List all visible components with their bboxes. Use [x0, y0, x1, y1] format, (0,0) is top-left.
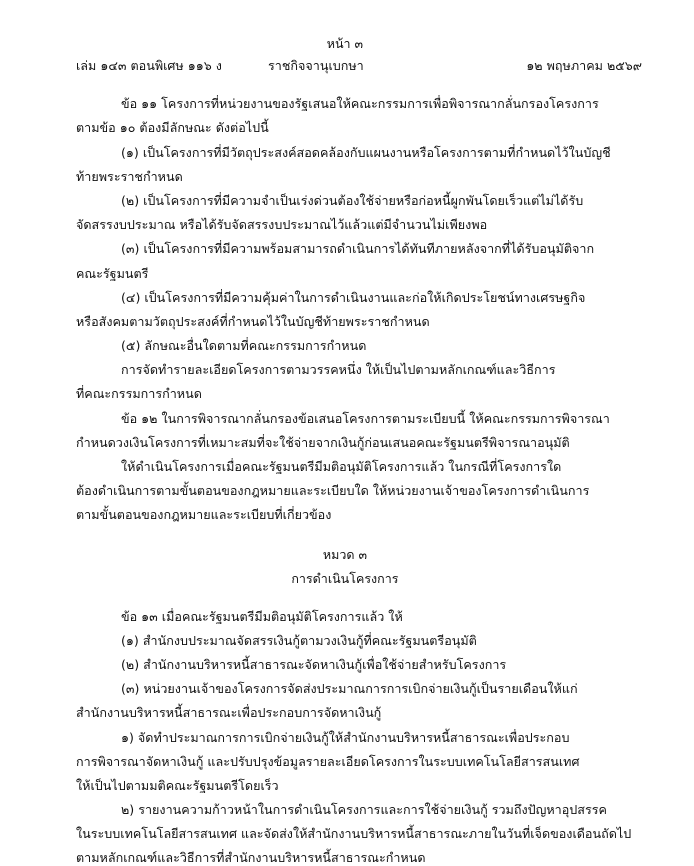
gazette-name: ราชกิจจานุเบกษา [268, 58, 364, 73]
clause-11-item-3-line-2: คณะรัฐมนตรี [76, 266, 149, 281]
clause-13-sub-1-line-1: ๑) จัดทำประมาณการการเบิกจ่ายเงินกู้ให้สำนักงานบริหารหนี้สาธารณะเพื่อประกอบ [121, 730, 570, 745]
clause-13-line-1: ข้อ ๑๓ เมื่อคณะรัฐมนตรีมีมติอนุมัติโครงการแล้ว ให้ [121, 609, 403, 624]
clause-13-sub-1-line-2: การพิจารณาจัดหาเงินกู้ และปรับปรุงข้อมูลรายละเอียดโครงการในระบบเทคโนโลยีสารสนเทศ [76, 754, 580, 769]
clause-11-line-1: ข้อ ๑๑ โครงการที่หน่วยงานของรัฐเสนอให้คณะกรรมการเพื่อพิจารณากลั่นกรองโครงการ [121, 96, 599, 111]
clause-13-item-1: (๑) สำนักงบประมาณจัดสรรเงินกู้ตามวงเงินกู้ที่คณะรัฐมนตรีอนุมัติ [121, 633, 477, 648]
clause-11-item-4-line-1: (๔) เป็นโครงการที่มีความคุ้มค่าในการดำเนินงานและก่อให้เกิดประโยชน์ทางเศรษฐกิจ [121, 290, 586, 305]
clause-13-item-3-line-2: สำนักงานบริหารหนี้สาธารณะเพื่อประกอบการจัดหาเงินกู้ [76, 705, 382, 720]
gazette-header [0, 58, 694, 74]
clause-11-item-2-line-2: จัดสรรงบประมาณ หรือได้รับจัดสรรงบประมาณไว้แล้วแต่มีจำนวนไม่เพียงพอ [76, 217, 488, 232]
clause-12-para-2-line-3: ตามขั้นตอนของกฎหมายและระเบียบที่เกี่ยวข้อง [76, 507, 332, 522]
chapter-title: การดำเนินโครงการ [291, 571, 399, 586]
clause-13-item-2: (๒) สำนักงานบริหารหนี้สาธารณะจัดหาเงินกู้เพื่อใช้จ่ายสำหรับโครงการ [121, 657, 507, 672]
volume-info: เล่ม ๑๔๓ ตอนพิเศษ ๑๑๖ ง [76, 58, 222, 73]
clause-13-item-3-line-1: (๓) หน่วยงานเจ้าของโครงการจัดส่งประมาณการการเบิกจ่ายเงินกู้เป็นรายเดือนให้แก่ [121, 681, 578, 696]
clause-11-item-5: (๕) ลักษณะอื่นใดตามที่คณะกรรมการกำหนด [121, 338, 367, 353]
clause-13-sub-2-line-1: ๒) รายงานความก้าวหน้าในการดำเนินโครงการและการใช้จ่ายเงินกู้ รวมถึงปัญหาอุปสรรค [121, 802, 607, 817]
clause-13-sub-1-line-3: ให้เป็นไปตามมติคณะรัฐมนตรีโดยเร็ว [76, 778, 279, 793]
chapter-heading: หมวด ๓ [322, 547, 368, 562]
clause-11-item-1-line-1: (๑) เป็นโครงการที่มีวัตถุประสงค์สอดคล้องกับแผนงานหรือโครงการตามที่กำหนดไว้ในบัญชี [121, 145, 611, 160]
page-number: หน้า ๓ [326, 36, 364, 51]
publication-date: ๑๒ พฤษภาคม ๒๕๖๙ [526, 58, 642, 73]
clause-12-para-2-line-1: ให้ดำเนินโครงการเมื่อคณะรัฐมนตรีมีมติอนุมัติโครงการแล้ว ในกรณีที่โครงการใด [121, 459, 562, 474]
clause-12-line-1: ข้อ ๑๒ ในการพิจารณากลั่นกรองข้อเสนอโครงการตามระเบียบนี้ ให้คณะกรรมการพิจารณา [121, 411, 610, 426]
clause-12-line-2: กำหนดวงเงินโครงการที่เหมาะสมที่จะใช้จ่ายจากเงินกู้ก่อนเสนอคณะรัฐมนตรีพิจารณาอนุมัติ [76, 435, 570, 450]
clause-13-sub-2-line-3: ตามหลักเกณฑ์และวิธีการที่สำนักงานบริหารหนี้สาธารณะกำหนด [76, 850, 426, 865]
clause-13-sub-2-line-2: ในระบบเทคโนโลยีสารสนเทศ และจัดส่งให้สำนักงานบริหารหนี้สาธารณะภายในวันที่เจ็ดของเดือนถัดไป [76, 826, 632, 841]
clause-11-item-3-line-1: (๓) เป็นโครงการที่มีความพร้อมสามารถดำเนินการได้ทันทีภายหลังจากที่ได้รับอนุมัติจาก [121, 241, 595, 256]
clause-11-para-2-line-1: การจัดทำรายละเอียดโครงการตามวรรคหนึ่ง ให้เป็นไปตามหลักเกณฑ์และวิธีการ [121, 362, 556, 377]
clause-11-para-2-line-2: ที่คณะกรรมการกำหนด [76, 386, 202, 401]
clause-11-item-2-line-1: (๒) เป็นโครงการที่มีความจำเป็นเร่งด่วนต้องใช้จ่ายหรือก่อหนี้ผูกพันโดยเร็วแต่ไม่ได้รับ [121, 193, 584, 208]
clause-12-para-2-line-2: ต้องดำเนินการตามขั้นตอนของกฎหมายและระเบียบใด ให้หน่วยงานเจ้าของโครงการดำเนินการ [76, 483, 590, 498]
clause-11-item-1-line-2: ท้ายพระราชกำหนด [76, 169, 183, 184]
clause-11-item-4-line-2: หรือสังคมตามวัตถุประสงค์ที่กำหนดไว้ในบัญชีท้ายพระราชกำหนด [76, 314, 430, 329]
clause-11-line-2: ตามข้อ ๑๐ ต้องมีลักษณะ ดังต่อไปนี้ [76, 120, 269, 135]
